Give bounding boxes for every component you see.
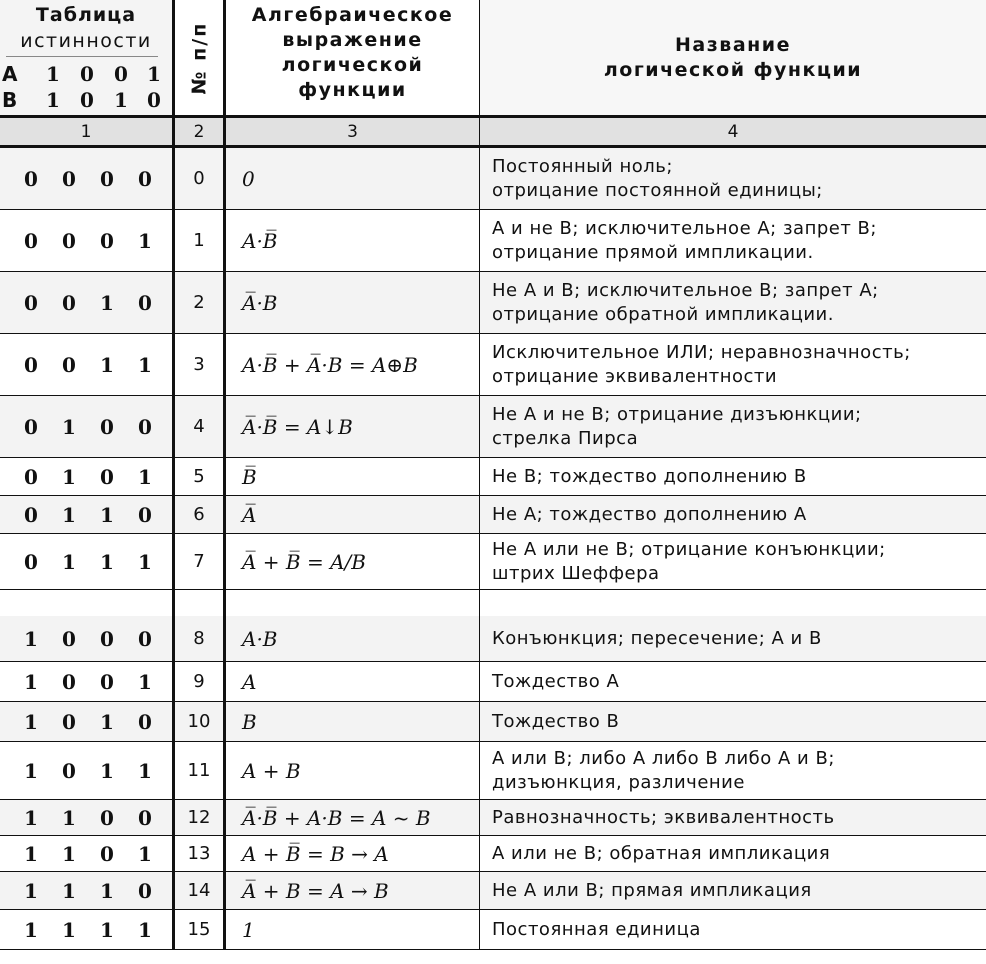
column-number-3: 3 bbox=[226, 118, 480, 148]
truth-value: 0 bbox=[138, 166, 152, 191]
function-name-cell bbox=[480, 872, 986, 910]
function-name-line: отрицание эквивалентности bbox=[492, 365, 778, 387]
truth-value: 0 bbox=[24, 352, 38, 377]
truth-value: 0 bbox=[62, 352, 76, 377]
truth-value: 1 bbox=[24, 626, 38, 651]
truth-value: 1 bbox=[138, 917, 152, 942]
truth-value: 0 bbox=[100, 669, 114, 694]
truth-value: 0 bbox=[138, 626, 152, 651]
truth-value: 1 bbox=[62, 878, 76, 903]
algebraic-expression-cell: 0 bbox=[226, 148, 480, 210]
variable-b-value: 1 bbox=[46, 88, 60, 112]
function-number-cell: 2 bbox=[175, 272, 226, 334]
truth-values-cell bbox=[0, 210, 175, 272]
name-header-line: логической функции bbox=[603, 58, 863, 81]
function-name-line: штрих Шеффера bbox=[492, 562, 660, 584]
function-name-column-header bbox=[480, 0, 986, 118]
truth-values-cell bbox=[0, 458, 175, 496]
truth-values-cell bbox=[0, 742, 175, 800]
truth-value: 1 bbox=[138, 841, 152, 866]
truth-value: 0 bbox=[62, 758, 76, 783]
function-number-cell: 0 bbox=[175, 148, 226, 210]
function-name-line: Равнозначность; эквивалентность bbox=[492, 806, 835, 828]
function-number-cell: 14 bbox=[175, 872, 226, 910]
truth-value: 0 bbox=[138, 414, 152, 439]
truth-value: 0 bbox=[138, 502, 152, 527]
truth-value: 0 bbox=[62, 626, 76, 651]
truth-value: 1 bbox=[100, 758, 114, 783]
truth-value: 1 bbox=[62, 549, 76, 574]
function-name-cell bbox=[480, 662, 986, 702]
truth-value: 1 bbox=[62, 841, 76, 866]
truth-values-cell bbox=[0, 148, 175, 210]
truth-value: 1 bbox=[62, 917, 76, 942]
truth-values-cell bbox=[0, 272, 175, 334]
function-number-cell: 9 bbox=[175, 662, 226, 702]
truth-value: 1 bbox=[24, 758, 38, 783]
truth-value: 1 bbox=[62, 414, 76, 439]
truth-value: 1 bbox=[24, 878, 38, 903]
truth-value: 0 bbox=[100, 166, 114, 191]
truth-value: 0 bbox=[24, 464, 38, 489]
truth-value: 1 bbox=[100, 709, 114, 734]
group-separator bbox=[0, 590, 175, 616]
variable-a-label: A bbox=[2, 62, 18, 86]
function-name-line: Не В; тождество дополнению В bbox=[492, 465, 807, 487]
algebraic-expression-cell: 1 bbox=[226, 910, 480, 950]
function-name-line: Не А или не В; отрицание конъюнкции; bbox=[492, 538, 886, 560]
function-number-cell: 13 bbox=[175, 836, 226, 872]
algebraic-column-header bbox=[226, 0, 480, 118]
function-name-line: отрицание прямой импликации. bbox=[492, 241, 814, 263]
truth-value: 1 bbox=[138, 464, 152, 489]
function-name-cell bbox=[480, 616, 986, 662]
function-name-line: Тождество В bbox=[492, 710, 620, 732]
truth-title-line2: истинности bbox=[20, 30, 152, 52]
algebraic-header-line: Алгебраическое bbox=[251, 4, 454, 26]
truth-values-cell bbox=[0, 702, 175, 742]
truth-value: 0 bbox=[100, 228, 114, 253]
function-name-cell bbox=[480, 836, 986, 872]
function-number-cell: 4 bbox=[175, 396, 226, 458]
truth-value: 0 bbox=[24, 166, 38, 191]
algebraic-expression-cell: A̅·B̅ + A·B = A ~ B bbox=[226, 800, 480, 836]
function-name-line: дизъюнкция, различение bbox=[492, 771, 745, 793]
number-column-header bbox=[175, 0, 226, 118]
truth-value: 0 bbox=[62, 669, 76, 694]
truth-value: 0 bbox=[24, 228, 38, 253]
function-number-cell: 12 bbox=[175, 800, 226, 836]
function-name-cell bbox=[480, 148, 986, 210]
group-separator bbox=[226, 590, 480, 616]
variable-a-value: 0 bbox=[114, 62, 128, 86]
number-column-label: № п/п bbox=[188, 21, 211, 94]
truth-table-header bbox=[0, 0, 175, 118]
truth-value: 1 bbox=[100, 549, 114, 574]
function-name-line: Не А; тождество дополнению А bbox=[492, 503, 807, 525]
function-name-line: А и не В; исключительное А; запрет В; bbox=[492, 217, 877, 239]
truth-value: 0 bbox=[100, 414, 114, 439]
algebraic-header-line: логической bbox=[281, 54, 424, 76]
truth-value: 1 bbox=[62, 502, 76, 527]
algebraic-expression-cell: A̅ bbox=[226, 496, 480, 534]
function-name-cell bbox=[480, 210, 986, 272]
name-header-line: Название bbox=[675, 33, 791, 56]
truth-value: 0 bbox=[138, 878, 152, 903]
variable-b-label: B bbox=[2, 88, 18, 112]
truth-value: 1 bbox=[100, 502, 114, 527]
function-number-cell: 8 bbox=[175, 616, 226, 662]
truth-value: 1 bbox=[24, 917, 38, 942]
truth-value: 1 bbox=[24, 805, 38, 830]
truth-table-title bbox=[0, 2, 172, 54]
truth-value: 1 bbox=[138, 549, 152, 574]
function-number-cell: 7 bbox=[175, 534, 226, 590]
function-name-line: Постоянная единица bbox=[492, 918, 701, 940]
algebraic-expression-cell: A·B bbox=[226, 616, 480, 662]
truth-value: 1 bbox=[100, 917, 114, 942]
function-name-line: А или не В; обратная импликация bbox=[492, 842, 831, 864]
algebraic-header-line: выражение bbox=[282, 29, 423, 51]
truth-value: 1 bbox=[100, 352, 114, 377]
truth-value: 1 bbox=[24, 841, 38, 866]
algebraic-expression-cell: B bbox=[226, 702, 480, 742]
algebraic-expression-cell: A̅·B bbox=[226, 272, 480, 334]
function-name-cell bbox=[480, 800, 986, 836]
function-name-cell bbox=[480, 334, 986, 396]
algebraic-expression-cell: A + B bbox=[226, 742, 480, 800]
function-name-line: Не А или В; прямая импликация bbox=[492, 879, 812, 901]
truth-value: 0 bbox=[62, 709, 76, 734]
truth-value: 0 bbox=[138, 805, 152, 830]
function-name-line: Исключительное ИЛИ; неравнозначность; bbox=[492, 341, 911, 363]
function-name-cell bbox=[480, 458, 986, 496]
function-name-cell bbox=[480, 396, 986, 458]
variable-b-value: 0 bbox=[80, 88, 94, 112]
truth-value: 0 bbox=[62, 228, 76, 253]
truth-values-cell bbox=[0, 800, 175, 836]
truth-value: 0 bbox=[24, 502, 38, 527]
variable-b-value: 1 bbox=[114, 88, 128, 112]
function-name-cell bbox=[480, 910, 986, 950]
truth-value: 1 bbox=[100, 290, 114, 315]
truth-value: 0 bbox=[100, 464, 114, 489]
algebraic-header-line: функции bbox=[298, 79, 407, 101]
function-name-line: стрелка Пирса bbox=[492, 427, 639, 449]
truth-value: 1 bbox=[24, 669, 38, 694]
variable-b-value: 0 bbox=[147, 88, 161, 112]
truth-value: 0 bbox=[100, 626, 114, 651]
truth-value: 0 bbox=[62, 166, 76, 191]
truth-values-cell bbox=[0, 872, 175, 910]
function-name-line: отрицание обратной импликации. bbox=[492, 303, 834, 325]
truth-value: 0 bbox=[138, 709, 152, 734]
truth-values-cell bbox=[0, 616, 175, 662]
group-separator bbox=[175, 590, 226, 616]
function-name-cell bbox=[480, 534, 986, 590]
function-number-cell: 6 bbox=[175, 496, 226, 534]
truth-value: 1 bbox=[138, 352, 152, 377]
function-name-line: А или В; либо А либо В либо А и В; bbox=[492, 747, 835, 769]
truth-header-divider bbox=[6, 56, 158, 57]
function-number-cell: 15 bbox=[175, 910, 226, 950]
function-number-cell: 1 bbox=[175, 210, 226, 272]
algebraic-expression-cell: A̅ + B = A → B bbox=[226, 872, 480, 910]
function-name-cell bbox=[480, 496, 986, 534]
algebraic-expression-cell: A̅·B̅ = A↓B bbox=[226, 396, 480, 458]
function-name-line: Не А и В; исключительное В; запрет А; bbox=[492, 279, 879, 301]
truth-values-cell bbox=[0, 396, 175, 458]
truth-value: 1 bbox=[62, 805, 76, 830]
truth-value: 1 bbox=[138, 228, 152, 253]
algebraic-expression-cell: A bbox=[226, 662, 480, 702]
algebraic-expression-cell: A + B̅ = B → A bbox=[226, 836, 480, 872]
function-number-cell: 10 bbox=[175, 702, 226, 742]
function-number-cell: 5 bbox=[175, 458, 226, 496]
function-name-line: Не А и не В; отрицание дизъюнкции; bbox=[492, 403, 862, 425]
variable-a-value: 1 bbox=[46, 62, 60, 86]
truth-value: 0 bbox=[24, 414, 38, 439]
column-number-2: 2 bbox=[175, 118, 226, 148]
column-number-1: 1 bbox=[0, 118, 175, 148]
truth-value: 1 bbox=[138, 669, 152, 694]
truth-title-line1: Таблица bbox=[35, 4, 137, 26]
algebraic-expression-cell: B̅ bbox=[226, 458, 480, 496]
truth-values-cell bbox=[0, 534, 175, 590]
function-name-cell bbox=[480, 272, 986, 334]
truth-values-cell bbox=[0, 836, 175, 872]
truth-value: 0 bbox=[62, 290, 76, 315]
function-number-cell: 3 bbox=[175, 334, 226, 396]
column-number-4: 4 bbox=[480, 118, 986, 148]
function-name-cell bbox=[480, 702, 986, 742]
truth-value: 1 bbox=[138, 758, 152, 783]
function-name-line: Постоянный ноль; bbox=[492, 155, 673, 177]
truth-value: 1 bbox=[24, 709, 38, 734]
truth-value: 0 bbox=[100, 805, 114, 830]
truth-values-cell bbox=[0, 334, 175, 396]
truth-values-cell bbox=[0, 910, 175, 950]
truth-values-cell bbox=[0, 496, 175, 534]
function-name-line: Конъюнкция; пересечение; А и В bbox=[492, 627, 822, 649]
function-name-cell bbox=[480, 742, 986, 800]
truth-value: 0 bbox=[24, 290, 38, 315]
algebraic-expression-cell: A·B̅ bbox=[226, 210, 480, 272]
truth-value: 1 bbox=[62, 464, 76, 489]
variable-a-row bbox=[2, 62, 170, 88]
function-name-line: Тождество А bbox=[492, 670, 620, 692]
truth-value: 1 bbox=[100, 878, 114, 903]
truth-value: 0 bbox=[100, 841, 114, 866]
algebraic-expression-cell: A̅ + B̅ = A/B bbox=[226, 534, 480, 590]
truth-values-cell bbox=[0, 662, 175, 702]
truth-value: 0 bbox=[138, 290, 152, 315]
function-number-cell: 11 bbox=[175, 742, 226, 800]
algebraic-expression-cell: A·B̅ + A̅·B = A⊕B bbox=[226, 334, 480, 396]
variable-b-row bbox=[2, 88, 170, 114]
truth-value: 0 bbox=[24, 549, 38, 574]
function-name-line: отрицание постоянной единицы; bbox=[492, 179, 823, 201]
group-separator bbox=[480, 590, 986, 616]
variable-a-value: 0 bbox=[80, 62, 94, 86]
variable-a-value: 1 bbox=[147, 62, 161, 86]
